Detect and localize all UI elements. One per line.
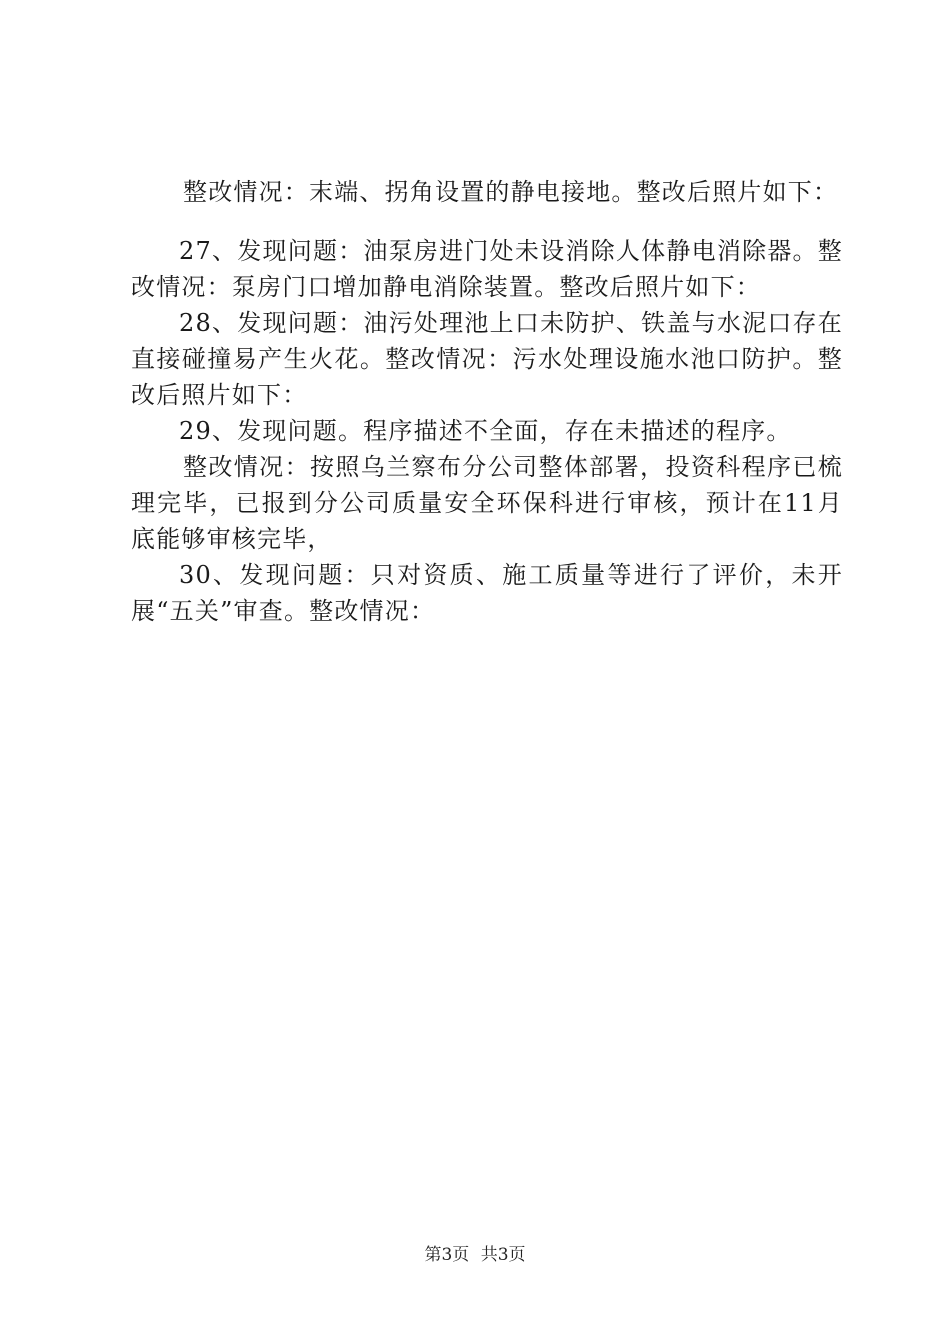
paragraph-item-29: 29、发现问题。程序描述不全面，存在未描述的程序。 bbox=[179, 417, 792, 445]
page-footer bbox=[0, 1244, 950, 1266]
page-number-total: 共3页 bbox=[480, 1245, 526, 1265]
document-body bbox=[131, 174, 843, 629]
paragraph-item-27: 27、发现问题：油泵房进门处未设消除人体静电消除器。整改情况：泵房门口增加静电消除装置。整改后照片如下： bbox=[131, 237, 843, 301]
page-number-current: 第3页 bbox=[424, 1245, 470, 1265]
paragraph-rectification-grounding: 整改情况：末端、拐角设置的静电接地。整改后照片如下： bbox=[183, 178, 839, 206]
paragraph-item-28: 28、发现问题：油污处理池上口未防护、铁盖与水泥口存在直接碰撞易产生火花。整改情况：污水处理设施水池口防护。整改后照片如下： bbox=[131, 309, 843, 409]
paragraph-item-29-rectification: 整改情况：按照乌兰察布分公司整体部署，投资科程序已梳理完毕，已报到分公司质量安全环保科进行审核，预计在11月底能够审核完毕， bbox=[131, 453, 843, 553]
paragraph-item-30: 30、发现问题：只对资质、施工质量等进行了评价，未开展“五关”审查。整改情况： bbox=[131, 561, 843, 625]
